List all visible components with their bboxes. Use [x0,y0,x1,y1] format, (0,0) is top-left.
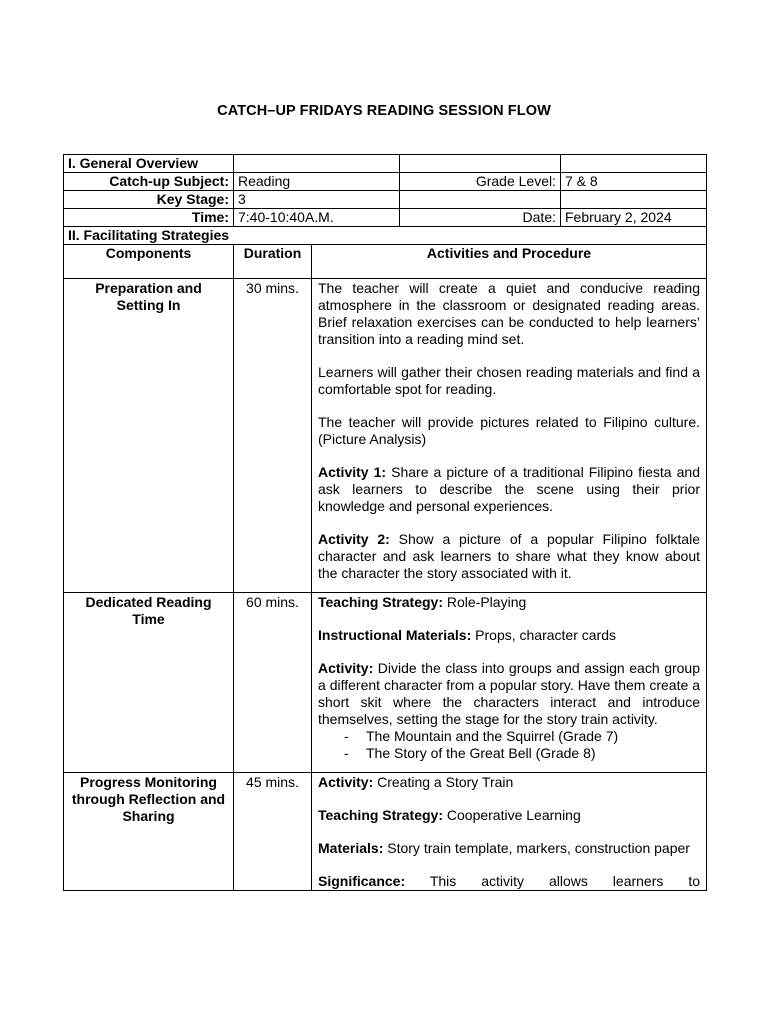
activity-1-text: Share a picture of a traditional Filipino fiesta and ask learners to describe the scene using their prior knowledge and personal experiences. [318,464,700,514]
strategy-text: Role-Playing [443,594,527,610]
list-item: - The Story of the Great Bell (Grade 8) [344,745,700,762]
grade-level-label: Grade Level: [400,173,561,191]
duration-cell: 30 mins. [234,279,312,593]
activities-cell [312,593,707,773]
activity-label: Activity: [318,660,374,676]
key-stage-value: 3 [234,191,400,209]
page-title: CATCH–UP FRIDAYS READING SESSION FLOW [217,103,551,119]
subject-value: Reading [234,173,400,191]
materials-text: Props, character cards [471,627,616,643]
paragraph [318,594,700,611]
empty-cell [400,155,561,173]
materials-label: Instructional Materials: [318,627,472,643]
table-row [64,773,707,891]
materials-label: Materials: [318,840,384,856]
grade-level-value: 7 & 8 [561,173,707,191]
component-cell: Dedicated Reading Time [64,593,234,773]
activity-text: Divide the class into groups and assign each group a different character from a popular story. Have them create a short skit where the characters interact and introduce themselves, setting the stage for the story train activity. [318,660,700,727]
paragraph [318,464,700,515]
date-label: Date: [400,209,561,227]
header-activities: Activities and Procedure [312,245,707,279]
paragraph [318,807,700,824]
activities-cell [312,279,707,593]
session-flow-table [63,154,707,891]
paragraph: The teacher will provide pictures related to Filipino culture. (Picture Analysis) [318,414,700,447]
paragraph: Learners will gather their chosen reading materials and find a comfortable spot for reading. [318,364,700,397]
strategy-label: Teaching Strategy: [318,807,443,823]
component-cell: Progress Monitoring through Reflection and Sharing [64,773,234,891]
paragraph [318,774,700,791]
date-value: February 2, 2024 [561,209,707,227]
empty-cell [561,155,707,173]
paragraph [318,531,700,582]
significance-label: Significance: [318,873,406,889]
header-components: Components [64,245,234,279]
activity-2-text: Show a picture of a popular Filipino folktale character and ask learners to share what they know about the character the story associated with it. [318,531,700,581]
story-list [318,728,700,762]
time-value: 7:40-10:40A.M. [234,209,400,227]
activity-2-label: Activity 2: [318,531,390,547]
duration-cell: 45 mins. [234,773,312,891]
empty-cell [234,155,400,173]
empty-cell [561,191,707,209]
paragraph [318,660,700,728]
empty-cell [400,191,561,209]
key-stage-label: Key Stage: [64,191,234,209]
time-label: Time: [64,209,234,227]
significance-text: This activity allows learners to [405,873,700,889]
subject-label: Catch-up Subject: [64,173,234,191]
strategy-label: Teaching Strategy: [318,594,443,610]
activity-text: Creating a Story Train [373,774,514,790]
activities-cell [312,773,707,891]
general-overview-label: I. General Overview [64,155,234,173]
duration-cell: 60 mins. [234,593,312,773]
strategy-text: Cooperative Learning [443,807,581,823]
component-cell: Preparation and Setting In [64,279,234,593]
paragraph [318,627,700,644]
table-row [64,593,707,773]
activity-label: Activity: [318,774,374,790]
facilitating-strategies-label: II. Facilitating Strategies [64,227,707,245]
paragraph: The teacher will create a quiet and conducive reading atmosphere in the classroom or designated reading areas. Brief relaxation exercises can be conducted to help learners’ transition into a reading mind set. [318,280,700,347]
materials-text: Story train template, markers, construction paper [383,840,690,856]
header-duration: Duration [234,245,312,279]
activity-1-label: Activity 1: [318,464,387,480]
list-item: - The Mountain and the Squirrel (Grade 7) [344,728,700,745]
paragraph [318,840,700,857]
table-row [64,279,707,593]
paragraph [318,873,700,890]
